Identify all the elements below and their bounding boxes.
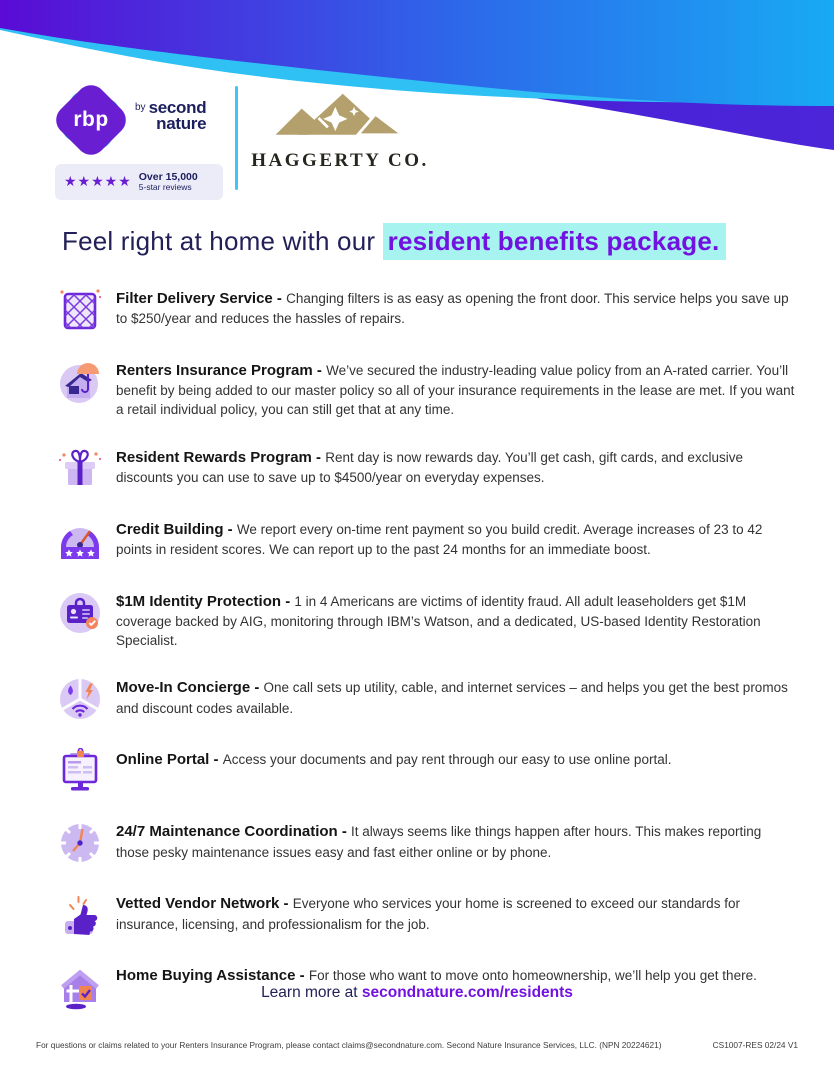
benefit-title: Resident Rewards Program -: [116, 448, 326, 466]
learn-more: [0, 984, 834, 1002]
identity-protection-icon: [57, 590, 103, 636]
benefit-title: Filter Delivery Service -: [116, 290, 287, 307]
brand-word-nature: nature: [156, 113, 207, 133]
rbp-logo-block: [55, 84, 223, 200]
by-label: by: [135, 102, 146, 113]
benefit-description: Access your documents and pay rent through our easy to use online portal.: [222, 752, 672, 768]
move-in-concierge-icon: [57, 676, 103, 722]
vendor-thumbs-up-icon: [57, 892, 103, 938]
footer: [36, 1040, 798, 1050]
benefit-title: $1M Identity Protection -: [116, 592, 295, 610]
benefit-description: Changing filters is as easy as opening the front door. This service helps you save up to $250/year and reduces the hassles of repairs.: [116, 291, 789, 327]
filter-delivery-icon: [57, 287, 103, 333]
benefit-text: [116, 590, 798, 651]
reviews-caption: 5-star reviews: [138, 182, 192, 193]
benefit-title: Vetted Vendor Network -: [116, 895, 293, 913]
benefit-item: [57, 287, 800, 333]
benefit-text: [116, 892, 798, 933]
learn-more-prefix: Learn more at: [261, 984, 362, 1001]
partner-name: HAGGERTY CO.: [251, 150, 429, 171]
mountain-logo-icon: [270, 88, 410, 148]
benefit-text: [116, 518, 798, 559]
vertical-divider: [235, 86, 238, 190]
benefit-title: Renters Insurance Program -: [116, 362, 327, 379]
benefit-item: [57, 590, 800, 651]
benefit-description: We’ve secured the industry-leading value policy from an A-rated carrier. You’ll benefit by being added to our master policy so all of your insurance requirements in the lease are met. If you want a retail individual policy, you can still get that at any time.: [116, 363, 795, 418]
footer-doc-code: CS1007-RES 02/24 V1: [712, 1040, 798, 1050]
benefit-text: [116, 820, 798, 861]
benefit-title: Home Buying Assistance -: [116, 967, 309, 985]
partner-logo: [251, 88, 429, 172]
benefit-item: [57, 359, 800, 420]
credit-building-icon: [57, 518, 103, 564]
headline-highlight: resident benefits package.: [383, 223, 727, 260]
benefit-text: [116, 676, 798, 717]
benefit-title: Credit Building -: [116, 520, 237, 538]
logo-row: [55, 84, 429, 200]
online-portal-icon: [57, 748, 103, 794]
reviews-badge: [55, 164, 223, 200]
benefit-title: Online Portal -: [116, 751, 223, 769]
benefit-description: 1 in 4 Americans are victims of identity fraud. All adult leaseholders get $1M coverage backed by AIG, monitoring through IBM’s Watson, and a dedicated, US-based Identity Restoration Specialist.: [116, 593, 761, 649]
benefit-item: [57, 892, 800, 938]
renters-insurance-icon: [57, 359, 103, 405]
rbp-logo-icon: [55, 84, 127, 156]
benefit-description: Rent day is now rewards day. You’ll get cash, gift cards, and exclusive discounts you can use to save up to $4500/year on everyday expenses.: [116, 449, 743, 485]
benefit-text: [116, 287, 798, 328]
reviews-count: Over 15,000: [138, 171, 198, 183]
footer-legal-text: For questions or claims related to your Renters Insurance Program, please contact claims@secondnature.com. Second Nature Insurance Services, LLC. (NPN 20224621): [36, 1040, 662, 1050]
benefit-description: It always seems like things happen after hours. This makes reporting those pesky maintenance issues easy and fast either online or by phone.: [116, 824, 762, 860]
brand-word-second: second: [148, 98, 207, 117]
benefit-title: 24/7 Maintenance Coordination -: [116, 823, 352, 841]
benefit-item: [57, 820, 800, 866]
benefit-description: One call sets up utility, cable, and internet services – and helps you get the best promos and discount codes available.: [116, 680, 788, 716]
rewards-gift-icon: [57, 446, 103, 492]
residents-link[interactable]: secondnature.com/residents: [361, 984, 573, 1001]
benefit-item: [57, 518, 800, 564]
benefit-item: [57, 446, 800, 492]
benefit-item: [57, 748, 800, 794]
second-nature-wordmark: [135, 100, 206, 131]
benefits-list: [57, 287, 800, 1010]
benefit-description: We report every on-time rent payment so you build credit. Average increases of 23 to 42 points in resident scores. We can report up to the past 24 months for an immediate boost.: [116, 521, 763, 557]
benefit-item: [57, 676, 800, 722]
five-stars-icon: ★★★★★: [64, 173, 132, 190]
rbp-logo-text: rbp: [73, 108, 109, 131]
benefit-text: [116, 748, 671, 770]
headline-prefix: Feel right at home with our: [62, 226, 383, 256]
maintenance-clock-icon: [57, 820, 103, 866]
benefit-description: For those who want to move onto homeownership, we’ll help you get there.: [308, 968, 757, 984]
benefit-text: [116, 446, 798, 487]
benefit-description: Everyone who services your home is screened to exceed our standards for insurance, licensing, and professionalism for the job.: [116, 896, 740, 932]
benefit-text: [116, 359, 798, 420]
page-title: [62, 226, 804, 257]
benefit-title: Move-In Concierge -: [116, 679, 264, 697]
